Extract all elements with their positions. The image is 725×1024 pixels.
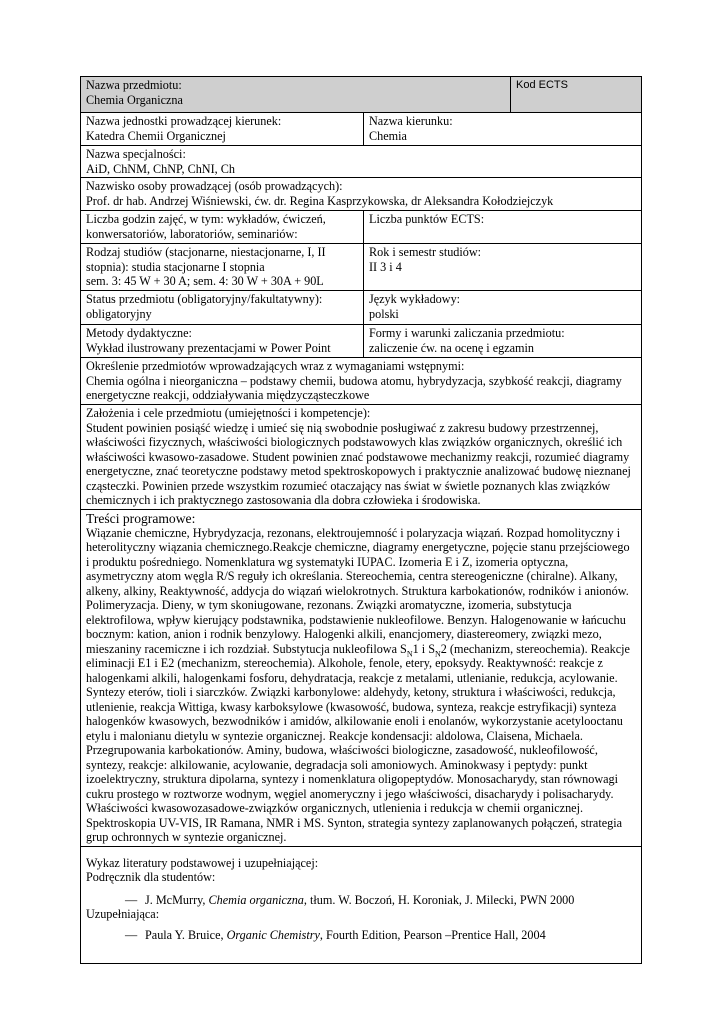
row-hours [81,211,642,244]
row-literature [81,846,642,963]
program-text-part1: Wiązanie chemiczne, Hybrydyzacja, rezonans, elektroujemność i polaryzacja wiązań. Rozpad homolityczny i heterolityczny wiązania chemicznego.Reakcje chemiczne, diagramy energetyczne, pojęcie stanu przejściowego i produktu pośredniego. Nomenklatura wg systematyki IUPAC. Izomeria E i Z, izomeria optyczna, asymetryczny atom węgla R/S reguły ich określania. Stereochemia, centra stereogeniczne (chiralne). Alkany, alkeny, alkiny, Reaktywność, addycja do wiązań wielokrotnych. Struktura karbokationów, rodników i anionów. Polimeryzacja. Dieny, w tym skoniugowane, rezonans. Związki aromatyczne, izomeria, substytucja elektrofilowa, wpływ kierujący podstawnika, podstawienie nukleofilowe. Benzyn. Halogenowanie w łańcuchu bocznym: kation, anion i rodnik benzylowy. Halogenki alkili, enancjomery, diastereomery, związki mezo, mieszaniny racemiczne i ich rozdział. Substytucja nukleofilowa S [86,525,630,656]
row-objectives [81,405,642,510]
hours-label-line2: konwersatoriów, laboratoriów, seminariów: [86,226,298,241]
literature-bullet-icon: — [125,927,138,942]
row-unit [81,113,642,146]
status-cell [81,291,364,325]
methods-value: Wykład ilustrowany prezentacjami w Power Point [86,340,331,355]
prerequisites-value: Chemia ogólna i nieorganiczna – podstawy chemii, budowa atomu, hybrydyzacja, szybkość reakcji, diagramy energetyczne reakcji, oddziaływania międzycząsteczkowe [86,373,622,402]
prerequisites-cell [81,358,642,405]
program-text [86,526,635,845]
literature-extra-title: Organic Chemistry [226,927,320,942]
literature-extra-label: Uzupełniająca: [86,907,160,921]
objectives-label: Założenia i cele przedmiotu (umiejętności i kompetencje): [86,406,371,420]
status-value: obligatoryjny [86,306,152,321]
assessment-label: Formy i warunki zaliczania przedmiotu: [369,326,565,340]
literature-extra-suffix: , Fourth Edition, Pearson –Prentice Hall, 2004 [319,927,546,942]
language-cell [364,291,642,325]
ects-code-label: Kod ECTS [516,79,568,91]
literature-basic-prefix: J. McMurry, [145,892,209,907]
literature-basic-item [86,893,635,908]
row-subject [81,77,642,113]
subject-label: Nazwa przedmiotu: [86,78,182,92]
year-semester-value: II 3 i 4 [369,259,402,274]
subject-cell [81,77,511,113]
unit-label: Nazwa jednostki prowadzącej kierunek: [86,114,282,128]
specializations-label: Nazwa specjalności: [86,147,186,161]
literature-bullet-icon: — [125,892,138,907]
field-value: Chemia [369,128,407,143]
program-subscript-1: N [406,648,413,658]
literature-basic-label: Podręcznik dla studentów: [86,870,216,884]
year-semester-cell [364,244,642,291]
year-semester-label: Rok i semestr studiów: [369,245,482,259]
objectives-value: Student powinien posiąść wiedzę i umieć się nią swobodnie posługiwać z zakresu budowy przestrzennej, właściwości fizycznych, właściwości biologicznych podstawowych klas związków organicznych, określić ich właściwości kwasowo-zasadowe. Student powinien znać podstawowe mechanizmy reakcji, rozumieć diagramy energetyczne, znać teoretyczne podstawy metod spektroskopowych i praktycznie analizować budowę nieznanej cząsteczki. Powinien przede wszystkim rozumieć otaczający nas świat w świetle poznanych klas związków chemicznych i ich praktycznego zastosowania dla dobra człowieka i środowiska. [86,420,631,507]
program-subscript-2: N [434,648,441,658]
literature-extra-item [86,928,635,943]
syllabus-document [80,76,641,964]
teachers-value: Prof. dr hab. Andrzej Wiśniewski, ćw. dr. Regina Kasprzykowska, dr Aleksandra Kołodziejczyk [86,193,554,208]
subject-value: Chemia Organiczna [86,92,183,107]
teachers-label: Nazwisko osoby prowadzącej (osób prowadzących): [86,179,343,193]
hours-cell [81,211,364,244]
row-study-type [81,244,642,291]
literature-basic-suffix: , tłum. W. Boczoń, H. Koroniak, J. Milecki, PWN 2000 [303,892,575,907]
literature-extra-prefix: Paula Y. Bruice, [145,927,227,942]
literature-label: Wykaz literatury podstawowej i uzupełniającej: [86,855,319,870]
ects-code-cell [511,77,642,113]
objectives-cell [81,405,642,510]
specializations-value: AiD, ChNM, ChNP, ChNI, Ch [86,161,235,176]
program-cell [81,509,642,846]
methods-label: Metody dydaktyczne: [86,326,192,340]
study-type-label-line1: Rodzaj studiów (stacjonarne, niestacjonarne, I, II [86,245,326,259]
row-status [81,291,642,325]
teachers-cell [81,178,642,211]
field-cell [364,113,642,146]
study-type-cell [81,244,364,291]
status-label: Status przedmiotu (obligatoryjny/fakultatywny): [86,292,323,306]
field-label: Nazwa kierunku: [369,114,453,128]
language-value: polski [369,306,399,321]
study-type-label-line2: stopnia): studia stacjonarne I stopnia [86,259,265,274]
ects-points-label: Liczba punktów ECTS: [369,212,485,226]
unit-cell [81,113,364,146]
row-teachers [81,178,642,211]
methods-cell [81,325,364,358]
unit-value: Katedra Chemii Organicznej [86,128,226,143]
assessment-value: zaliczenie ćw. na ocenę i egzamin [369,340,534,355]
program-text-part2: 1 i S [412,641,435,656]
program-text-part3: 2 (mechanizm, stereochemia). Reakcje eliminacji E1 i E2 (mechanizm, stereochemia). Alkohole, fenole, etery, epoksydy. Reaktywność: reakcje z halogenkami alkili, halogenkami fosforu, dehydratacja, reakcje z metalami, utlenianie, redukcja, acylowanie. Syntezy eterów, tioli i siarczków. Związki karbonylowe: aldehydy, ketony, struktura i właściwości, redukcja, utlenienie, reakcja Wittiga, kwasy karboksylowe (kwasowość, budowa, synteza, reakcje estryfikacji) synteza halogenków kwasowych, bezwodników i amidów, alkilowanie enoli i enolanów, wykorzystanie acetylooctanu etylu i malonianu dietylu w syntezie organicznej. Reakcje kondensacji: aldolowa, Claisena, Michaela. Przegrupowania karbokationów. Aminy, budowa, właściwości biologiczne, zasadowość, nukleofilowość, syntezy, reakcje: alkilowanie, acylowanie, degradacja soli amoniowych. Aminokwasy i peptydy: punkt izoelektryczny, struktura dipolarna, syntezy i nomenklatura oligopeptydów. Monosacharydy, stan równowagi cukru prostego w roztworze wodnym, węgiel anomeryczny i jego właściwości, disacharydy i polisacharydy. Właściwości kwasowozasadowe-związków organicznych, utlenienia i redukcja w chemii organicznej. Spektroskopia UV-VIS, IR Ramana, NMR i MS. Synton, strategia syntezy zaplanowanych połączeń, strategia grup ochronnych w syntezie organicznej. [86,641,630,844]
syllabus-table [80,76,642,964]
literature-cell [81,846,642,963]
specializations-cell [81,146,642,178]
program-label: Treści programowe: [86,510,196,526]
row-methods [81,325,642,358]
assessment-cell [364,325,642,358]
row-program [81,509,642,846]
ects-points-cell [364,211,642,244]
row-specializations [81,146,642,178]
hours-label-line1: Liczba godzin zajęć, w tym: wykładów, ćwiczeń, [86,212,326,226]
literature-basic-title: Chemia organiczna [208,892,304,907]
prerequisites-label: Określenie przedmiotów wprowadzających wraz z wymaganiami wstępnymi: [86,359,465,373]
row-prerequisites [81,358,642,405]
language-label: Język wykładowy: [369,292,461,306]
study-type-value: sem. 3: 45 W + 30 A; sem. 4: 30 W + 30A + 90L [86,274,324,288]
